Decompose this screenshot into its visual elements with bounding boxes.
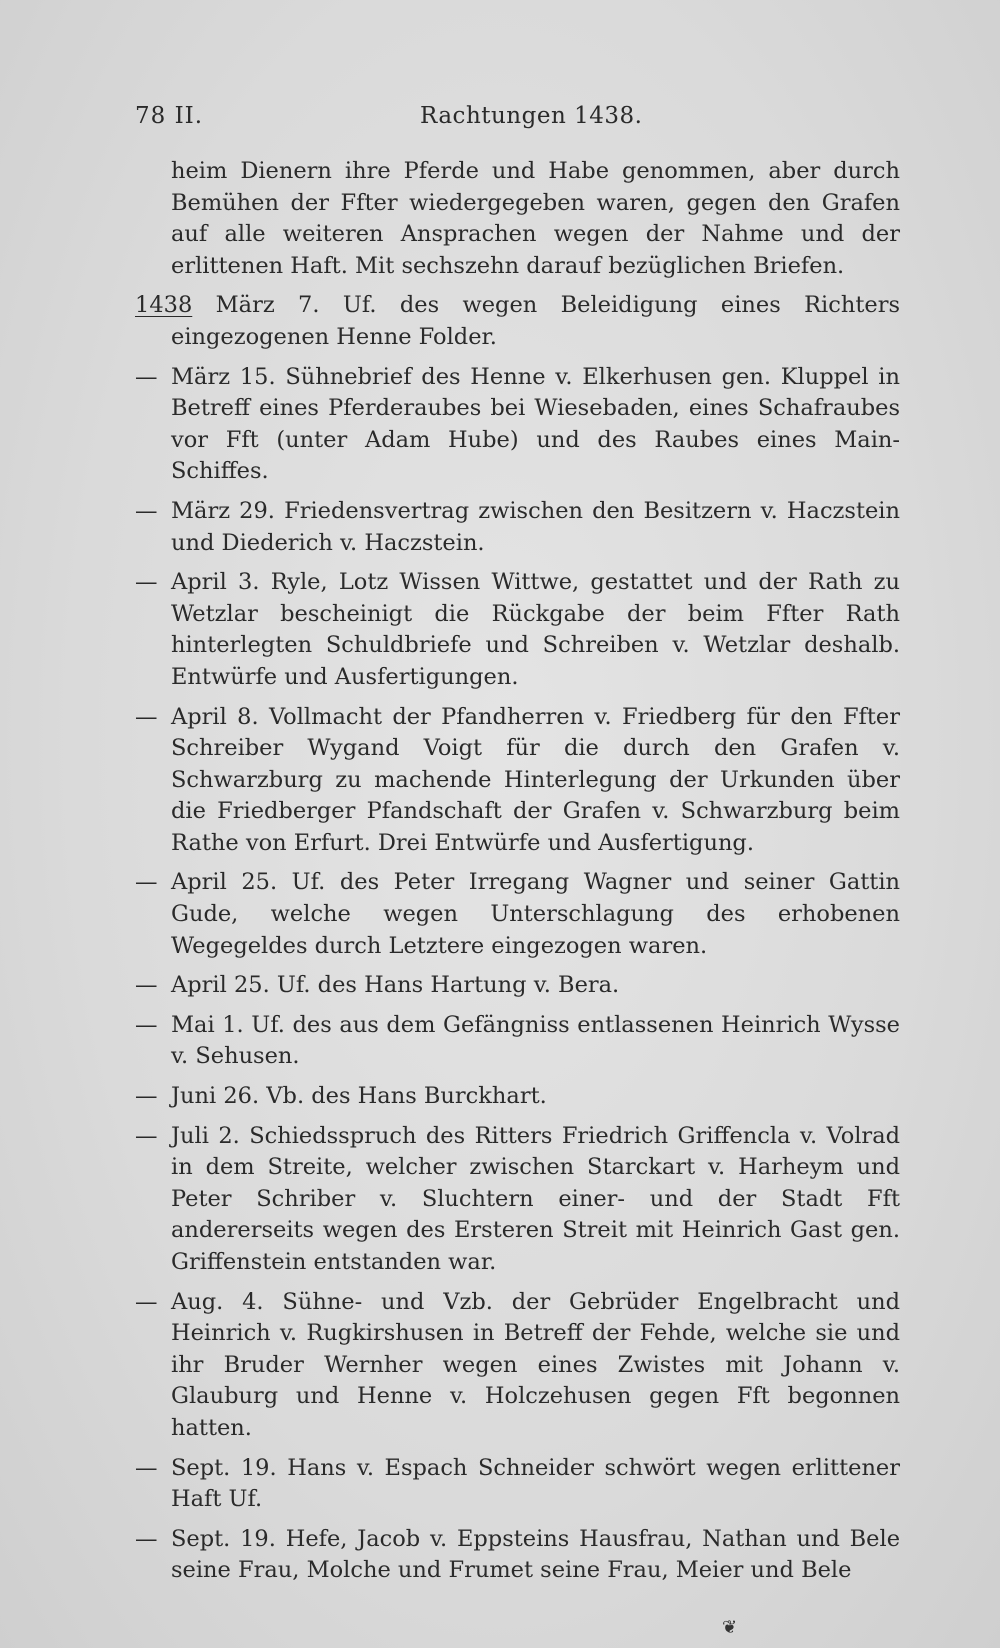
running-title: Rachtungen 1438. (420, 103, 643, 129)
page-number-and-section (135, 103, 203, 129)
entry (135, 1287, 900, 1445)
entry (135, 1121, 900, 1279)
entry-dash: — (135, 1011, 158, 1038)
entry-date: April 8. (171, 703, 259, 730)
entry (135, 362, 900, 488)
entry-dash: — (135, 1288, 158, 1315)
entry (135, 702, 900, 860)
entry-date: Juli 2. (171, 1122, 240, 1149)
entry-dash: — (135, 1525, 158, 1552)
entry (135, 867, 900, 962)
entry (135, 1081, 900, 1113)
entry-text: Sühnebrief des Henne v. Elkerhusen gen. Kluppel in Betreff eines Pferderaubes bei Wiesebaden, eines Schafraubes vor Fft (unter Adam Hube) und des Raubes eines Main-Schiffes. (171, 363, 900, 485)
entry (135, 1010, 900, 1073)
ink-mark-icon: ❦ (722, 1617, 738, 1638)
entry-text: Sühne- und Vzb. der Gebrüder Engelbracht und Heinrich v. Rugkirshusen in Betreff der Fehde, welche sie und ihr Bruder Wernher wegen eines Zwistes mit Johann v. Glauburg und Henne v. Holczehusen gegen Fft begonnen hatten. (171, 1288, 900, 1441)
entry-date: März 7. (215, 292, 320, 319)
entry (135, 496, 900, 559)
entry-text: Ryle, Lotz Wissen Wittwe, gestattet und der Rath zu Wetzlar bescheinigt die Rückgabe der beim Ffter Rath hinterlegten Schuldbriefe und Schreiben v. Wetzlar deshalb. Entwürfe und Ausfertigungen. (171, 569, 901, 690)
entry-1438-maerz-7 (135, 290, 900, 353)
entry-text: Uf. des Peter Irregang Wagner und seiner Gattin Gude, welche wegen Unterschlagung des erhobenen Wegegeldes durch Letztere eingezogen waren. (171, 869, 901, 959)
entry-date: April 25. (171, 972, 270, 999)
entry (135, 1453, 900, 1516)
entry-date: Mai 1. (171, 1011, 244, 1038)
entry-text: Hefe, Jacob v. Eppsteins Hausfrau, Nathan und Bele seine Frau, Molche und Frumet seine Frau, Meier und Bele (171, 1525, 901, 1584)
entry-date: Juni 26. (171, 1083, 260, 1110)
running-header (135, 103, 900, 139)
entry-text: Uf. des aus dem Gefängniss entlassenen Heinrich Wysse v. Sehusen. (171, 1011, 900, 1070)
entry-text: Schiedsspruch des Ritters Friedrich Griffencla v. Volrad in dem Streite, welcher zwischen Starckart v. Harheym und Peter Schriber v. Sluchtern einer- und der Stadt Fft andererseits wegen des Ersteren Streit mit Heinrich Gast gen. Griffenstein entstanden war. (171, 1122, 901, 1275)
entry-dash: — (135, 972, 158, 999)
entry-text: Vollmacht der Pfandherren v. Friedberg für den Ffter Schreiber Wygand Voigt für die durch den Grafen v. Schwarzburg zu machende Hinterlegung der Urkunden über die Friedberger Pfandschaft der Grafen v. Schwarzburg beim Rathe von Erfurt. Drei Entwürfe und Ausfertigung. (171, 703, 901, 856)
entry-date: April 3. (171, 569, 260, 596)
entry-dash: — (135, 869, 158, 896)
entry-date: April 25. (171, 869, 278, 896)
entry (135, 970, 900, 1002)
entry (135, 567, 900, 693)
section-number: II. (174, 103, 204, 129)
entry-dash: — (135, 1083, 158, 1110)
entry-text: Uf. des Hans Hartung v. Bera. (276, 972, 620, 999)
entry-date: Aug. 4. (171, 1288, 264, 1315)
text-body (135, 156, 900, 1587)
continuation-paragraph: heim Dienern ihre Pferde und Habe genommen, aber durch Bemühen der Ffter wiedergegeben waren, gegen den Grafen auf alle weiteren Ansprachen wegen der Nahme und der erlittenen Haft. Mit sechszehn darauf bezüglichen Briefen. (171, 158, 900, 279)
entry-date: Sept. 19. (171, 1454, 277, 1481)
entry-date: März 15. (171, 363, 276, 390)
entry-dash: — (135, 569, 158, 596)
entry-text: Uf. des wegen Beleidigung eines Richters eingezogenen Henne Folder. (171, 292, 901, 350)
page-number: 78 (135, 103, 167, 129)
entry-year: 1438 (135, 292, 193, 319)
entry-date: März 29. (171, 497, 275, 524)
entry-text: Hans v. Espach Schneider schwört wegen erlittener Haft Uf. (171, 1454, 901, 1513)
entry-dash: — (135, 1122, 158, 1149)
entry-text: Friedensvertrag zwischen den Besitzern v. Haczstein und Diederich v. Haczstein. (171, 497, 900, 556)
entry-dash: — (135, 703, 158, 730)
entry-text: Vb. des Hans Burckhart. (266, 1083, 547, 1110)
entry-dash: — (135, 497, 158, 524)
entry-dash: — (135, 1454, 158, 1481)
entry-dash: — (135, 363, 158, 390)
entry-date: Sept. 19. (171, 1525, 276, 1552)
entry (135, 1524, 900, 1587)
